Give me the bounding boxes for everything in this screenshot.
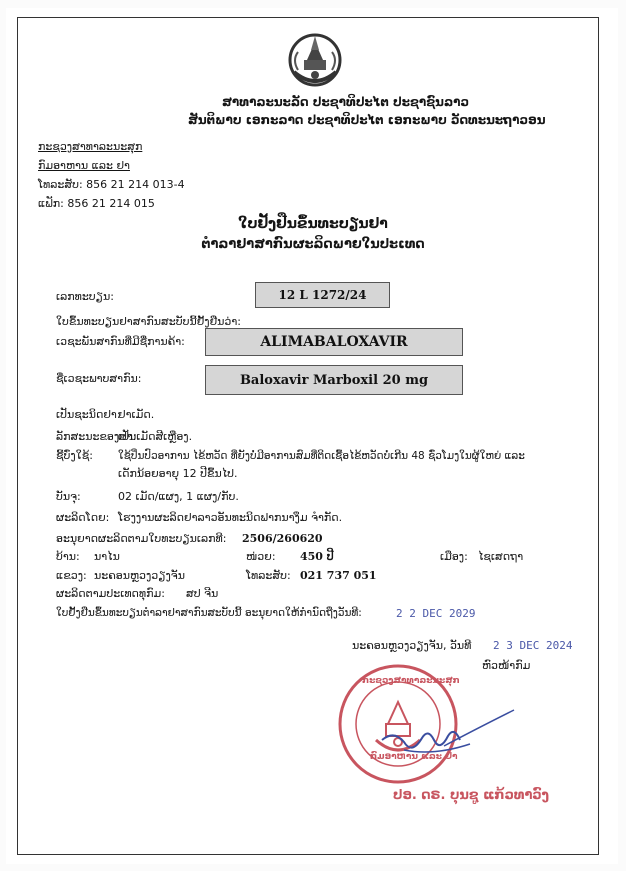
stamp-text-bottom: ກົມອາຫານ ແລະ ຢາ [370,752,458,762]
generic-name-value: Baloxavir Marboxil 20 mg [205,365,463,395]
signature-place-date: ນະຄອນຫຼວງວຽງຈັນ, ວັນທີ [352,639,472,652]
indication-value-line2: ເດັກນ້ອຍອາຍຸ 12 ປີຂຶ້ນໄປ. [118,467,238,480]
origin-label: ຜະລິດຕາມປະເທດທຸກົມ: [56,587,165,600]
header-motto: ສັນຕິພາບ ເອກະລາດ ປະຊາທິປະໄຕ ເອກະພາບ ວັດທະນະຖາວອນ [188,113,546,127]
stamp-text-top: ກະຊວງສາທາລະນະສຸກ [362,676,460,686]
district-value: ໄຊເສດຖາ [478,550,524,563]
handwritten-signature [374,700,524,770]
issuer-phone: ໂທລະສັບ: 856 21 214 013-4 [38,178,185,191]
tel-label: ໂທລະສັບ: [246,569,291,582]
appearance-value: ເປັນເມັດສີເຫຼືອງ. [118,430,193,443]
brand-name-value: ALIMABALOXAVIR [205,328,463,356]
district-label: ເມືອງ: [440,550,468,563]
reg-no-value: 12 L 1272/24 [255,282,390,308]
manufacturer-label: ຜະລິດໂດຍ: [56,511,110,524]
lao-national-emblem [288,30,342,92]
issuer-fax: ແຟັກ: 856 21 214 015 [38,197,155,210]
packing-value: 02 ເມັດ/ແຜງ, 1 ແຜງ/ກັບ. [118,490,239,503]
street-value: 450 ປີ [300,550,334,563]
brand-label: ເວຊະພັນສາກົນທີ່ມີຊື່ການຄ້າ: [56,335,185,348]
appearance-label: ລັກສະນະຂອງຢາ: [56,430,137,443]
license-label: ອະນຸຍາດຜະລິດຕາມໃບທະບຽນເລກທີ: [56,532,227,545]
packing-label: ບັນຈຸ: [56,490,81,503]
reg-no-label: ເລກທະບຽນ: [56,290,114,303]
header-country: ສາທາລະນະລັດ ປະຊາທິປະໄຕ ປະຊາຊົນລາວ [222,95,470,109]
certify-label: ໃບຂຶ້ນທະບຽນຢາສາກົນສະບັບນີ້ຢັ້ງຢືນວ່າ: [56,315,241,328]
village-value: ນາໄນ [94,550,120,563]
document-subtitle: ຕຳລາຢາສາກົນຜະລິດພາຍໃນປະເທດ [201,237,425,252]
indication-value-line1: ໃຊ້ປິ່ນປົວອາການ ໄຂ້ຫວັດ ທີ່ຍັງບໍ່ມີອາການສົມທີ່ຕິດເຊື້ອໄຂ້ຫວັດບໍ່ເກີນ 48 ຊົ່ວໂມງໃນຜູ້ໃຫຍ່ ແລະ [118,450,525,462]
province-label: ແຂວງ: [56,569,87,582]
validity-label: ໃບຢັ້ງຢືນຂຶ້ນທະບຽນຕຳລາຢາສາກົນສະບັບນີ້ ອະນຸຍາດໃຫ້ກຳນົດຖືງວັນທີ: [56,607,362,619]
validity-date-stamp: 2 2 DEC 2029 [396,607,476,620]
province-value: ນະຄອນຫຼວງວຽງຈັນ [94,569,185,582]
village-label: ບ້ານ: [56,550,80,563]
origin-value: ສປ ຈີນ [186,587,219,600]
tel-value: 021 737 051 [300,569,377,582]
manufacturer-value: ໂຮງງານຜະລິດຢາລາວອັນທະນິດຟາກນາງຶມ ຈຳກັດ. [118,511,343,524]
street-label: ໜ່ວຍ: [246,550,276,563]
category-label: ເປັນຊະນິດຢາ: [56,408,121,421]
issuer-ministry: ກະຊວງສາທາລະນະສຸກ [38,140,143,153]
generic-label: ຊື່ເວຊະພາບສາກົນ: [56,372,142,385]
document-title: ໃບຢັ້ງຢືນຂຶ້ນທະບຽນຢາ [238,216,388,232]
signer-name: ປອ. ດຣ. ບຸນຊູ ແກ້ວທາວົງ [393,788,550,803]
signature-date-stamp: 2 3 DEC 2024 [493,639,573,652]
issuer-department: ກົມອາຫານ ແລະ ຢາ [38,159,130,172]
indication-label: ຊີ້ບົ່ງໃຊ້: [56,449,93,462]
license-value: 2506/260620 [242,532,323,545]
signature-position: ຫົວໜ້າກົມ [482,659,531,672]
category-value: ຢາເມັດ. [118,408,155,421]
